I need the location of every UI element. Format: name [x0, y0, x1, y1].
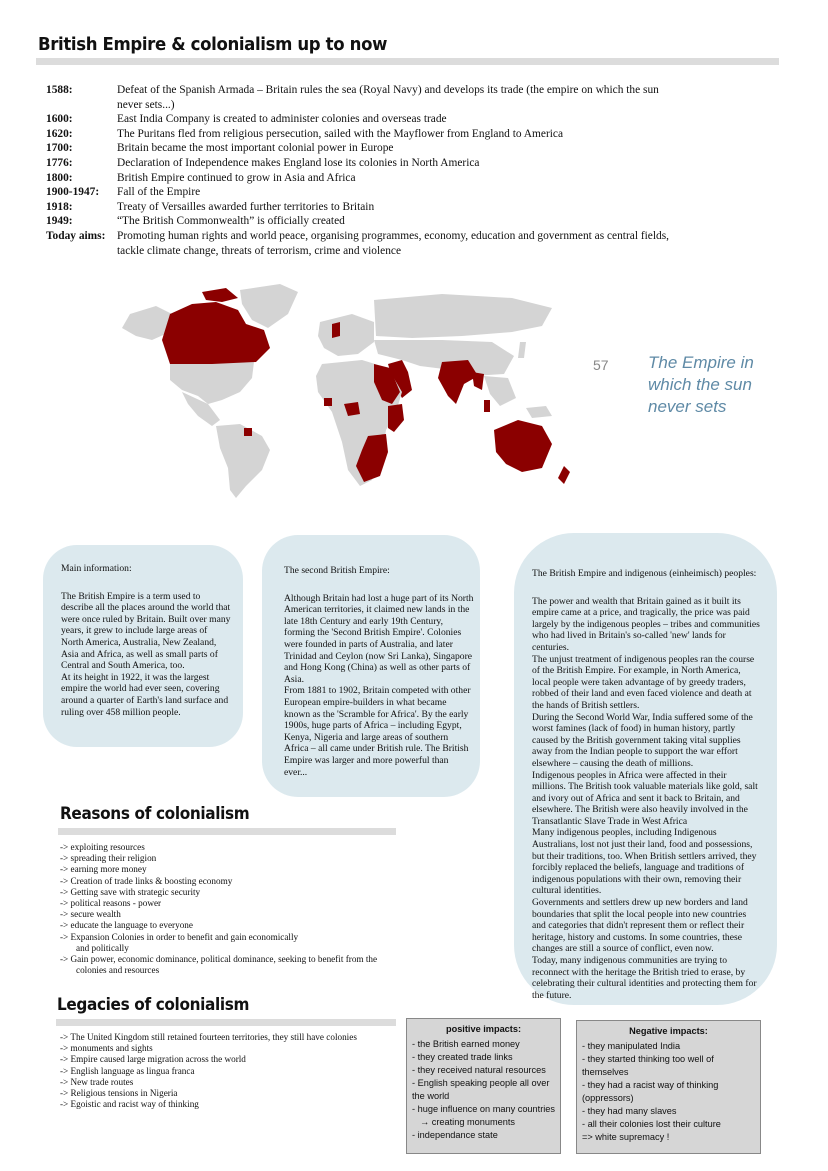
map-empire-malaya — [484, 400, 490, 412]
map-land-usa — [170, 362, 254, 404]
timeline-text: “The British Commonwealth” is officially created — [117, 215, 345, 228]
timeline-year: 1700: — [46, 142, 73, 155]
main-info-body-2: At its height in 1922, it was the largest empire the world had ever seen, covering around a quarter of Earth's land surface and ruling over 458 million people. — [61, 671, 229, 718]
list-item: -> Getting save with strategic security — [60, 886, 201, 897]
timeline-year: 1588: — [46, 84, 73, 96]
list-item: -> political reasons - power — [60, 898, 162, 909]
map-land-europe — [318, 314, 374, 356]
map-land-south-america — [216, 424, 270, 498]
negative-impacts-heading: Negative impacts: — [629, 1026, 708, 1036]
map-land-greenland — [240, 284, 298, 328]
timeline-text: Defeat of the Spanish Armada – Britain rules the sea (Royal Navy) and develops its trade (the empire on which the sun never sets...) — [117, 84, 659, 111]
page-number: 57 — [593, 357, 609, 373]
map-empire-britain — [332, 322, 340, 338]
page-title: British Empire & colonialism up to now — [38, 34, 388, 55]
indigenous-paragraph: The unjust treatment of indigenous peoples ran the course of the British Empire. For example, in North America, local people were taken advantage of by greedy traders, robbed of their land and even faced violence and death at the hands of British settlers. — [532, 653, 755, 711]
list-item: => white supremacy ! — [582, 1132, 670, 1142]
timeline-row — [46, 214, 686, 229]
map-empire-canada-islands — [202, 288, 238, 302]
map-empire-australia — [494, 420, 552, 472]
indigenous-paragraph: The power and wealth that Britain gained as it built its empire came at a price, and tragically, the price was paid largely by the indigenous peoples – tribes and communities who had lived in Britain's so-called 'new' lands for centuries. — [532, 595, 760, 653]
timeline-year: 1800: — [46, 171, 73, 184]
world-map — [112, 280, 572, 500]
second-empire-bubble — [262, 535, 480, 797]
list-item: themselves — [582, 1067, 629, 1077]
main-info-bubble — [43, 545, 243, 747]
indigenous-paragraph: Governments and settlers drew up new borders and land boundaries that split the local people into new countries and categories that didn't represent them or reflect their heritage, history and customs. In some countries, these changes are still a source of conflict, even now. — [532, 897, 748, 955]
reasons-list — [60, 842, 410, 976]
timeline-year: Today aims: — [46, 229, 106, 242]
timeline-text: East India Company is created to administer colonies and overseas trade — [117, 113, 447, 126]
indigenous-paragraph: Indigenous peoples in Africa were affected in their millions. The British took valuable materials like gold, salt and ivory out of Africa and sent it back to Britain, and elsewhere. The British were also heavily involved in the Transatlantic Slave Trade in West Africa — [532, 769, 758, 827]
list-item: - they created trade links — [412, 1052, 513, 1062]
indigenous-paragraph: Many indigenous peoples, including Indigenous Australians, lost not just their land, food and possessions, but their traditions, too. When British settlers arrived, they forcibly replaced the beliefs, language and traditions of indigenous populations with their own, removing their cultural identities. — [532, 827, 757, 897]
list-item: -> exploiting resources — [60, 842, 145, 852]
timeline-row — [46, 127, 686, 142]
timeline-year: 1949: — [46, 215, 73, 228]
list-item: -> Empire caused large migration across the world — [60, 1054, 246, 1065]
list-item: -> secure wealth — [60, 909, 121, 920]
timeline-row — [46, 171, 686, 186]
list-item: - huge influence on many countries — [412, 1104, 556, 1114]
map-empire-east-africa — [388, 404, 404, 432]
list-item: -> Expansion Colonies in order to benefit and gain economically — [60, 931, 299, 942]
list-item: -> earning more money — [60, 864, 147, 875]
list-item: the world — [412, 1091, 450, 1101]
timeline-row — [46, 185, 686, 200]
list-item: - all their colonies lost their culture — [582, 1119, 721, 1129]
timeline-text: Fall of the Empire — [117, 186, 201, 199]
map-empire-india — [438, 360, 478, 404]
timeline-year: 1900-1947: — [46, 186, 100, 199]
list-item: - they received natural resources — [412, 1065, 546, 1075]
list-item: -> English language as lingua franca — [60, 1065, 195, 1076]
list-item: -> Gain power, economic dominance, political dominance, seeking to benefit from the — [60, 954, 378, 965]
map-empire-new-zealand — [558, 466, 570, 484]
timeline-text: Promoting human rights and world peace, organising programmes, economy, education and government as central fields, tackle climate change, threats of terrorism, crime and violence — [117, 229, 669, 257]
legacies-underline — [56, 1019, 396, 1026]
indigenous-bubble — [514, 533, 777, 1005]
indigenous-paragraph: During the Second World War, India suffered some of the worst famines (lack of food) in human history, partly caused by the British government taking vital supplies away from the Indian people to support the war effort elsewhere – causing the death of millions. — [532, 711, 753, 769]
timeline — [46, 83, 686, 258]
timeline-text: Declaration of Independence makes England lose its colonies in North America — [117, 156, 480, 169]
second-empire-body-2: From 1881 to 1902, Britain competed with other European empire-builders in what became known as the 'Scramble for Africa'. By the early 1900s, huge parts of Africa – including Egypt, Kenya, Nigeria and large areas of southern Africa – all came under British rule. The British Empire was larger and more powerful than ever... — [284, 685, 471, 778]
timeline-row — [46, 229, 686, 258]
timeline-row — [46, 112, 686, 127]
map-caption: The Empire in which the sun never sets — [648, 353, 754, 416]
title-underline — [36, 58, 779, 65]
list-item: - they had many slaves — [582, 1106, 677, 1116]
list-item: -> The United Kingdom still retained fourteen territories, they still have colonies — [60, 1032, 357, 1042]
list-item: - they had a racist way of thinking — [582, 1080, 719, 1090]
second-empire-heading: The second British Empire: — [284, 565, 390, 576]
list-item: - English speaking people all over — [412, 1078, 550, 1088]
negative-impacts-box — [576, 1020, 761, 1154]
timeline-year: 1776: — [46, 156, 73, 169]
map-empire-west-africa — [324, 398, 332, 406]
timeline-text: Treaty of Versailles awarded further territories to Britain — [117, 200, 375, 213]
timeline-year: 1918: — [46, 200, 73, 213]
timeline-text: Britain became the most important colonial power in Europe — [117, 142, 394, 155]
timeline-row — [46, 83, 686, 112]
timeline-row — [46, 141, 686, 156]
list-item: -> monuments and sights — [60, 1043, 153, 1054]
map-empire-burma — [472, 372, 484, 390]
world-map-svg — [112, 280, 572, 500]
positive-impacts-heading: positive impacts: — [445, 1024, 522, 1034]
list-item: → creating monuments — [420, 1117, 515, 1127]
map-land-new-guinea — [526, 406, 552, 418]
indigenous-heading: The British Empire and indigenous (einheimisch) peoples: — [532, 568, 757, 579]
list-item: -> Creation of trade links & boosting economy — [60, 875, 233, 886]
list-item: and politically — [76, 942, 129, 953]
main-info-body: The British Empire is a term used to describe all the places around the world that were once ruled by Britain. Built over many years, it grew to include large areas of North America, Australia, New Zealand, Asia and Africa, as well as small parts of Central and South America, too. — [61, 590, 231, 672]
timeline-year: 1620: — [46, 127, 73, 140]
map-land-russia — [374, 294, 552, 338]
list-item: colonies and resources — [76, 965, 160, 976]
timeline-row — [46, 200, 686, 215]
list-item: - they started thinking too well of — [582, 1054, 714, 1064]
list-item: -> spreading their religion — [60, 853, 157, 864]
map-land-japan — [518, 342, 526, 358]
reasons-title: Reasons of colonialism — [60, 804, 250, 824]
list-item: -> New trade routes — [60, 1076, 134, 1087]
list-item: -> Egoistic and racist way of thinking — [60, 1099, 199, 1110]
list-item: -> Religious tensions in Nigeria — [60, 1088, 178, 1099]
legacies-title: Legacies of colonialism — [57, 995, 250, 1015]
timeline-year: 1600: — [46, 113, 73, 126]
list-item: - independance state — [412, 1130, 498, 1140]
list-item: - they manipulated India — [582, 1041, 681, 1051]
second-empire-body: Although Britain had lost a huge part of its North American territories, it claimed new lands in the late 18th Century and early 19th Century, forming the 'Second British Empire'. Colonies were founded in parts of Australia, and later Trinidad and Ceylon (now Sri Lanka), Singapore and Hong Kong (China) as well as other parts of Asia. — [284, 592, 474, 685]
main-info-heading: Main information: — [61, 563, 132, 574]
timeline-text: British Empire continued to grow in Asia and Africa — [117, 171, 356, 184]
positive-impacts-box — [406, 1018, 561, 1154]
legacies-list — [60, 1032, 400, 1110]
timeline-text: The Puritans fled from religious persecution, sailed with the Mayflower from England to America — [117, 127, 564, 140]
list-item: - the British earned money — [412, 1039, 520, 1049]
indigenous-paragraph: Today, many indigenous communities are trying to reconnect with the heritage the British tried to erase, by celebrating their cultural identities and protecting them for the future. — [532, 955, 757, 1001]
reasons-underline — [58, 828, 396, 835]
list-item: (oppressors) — [582, 1093, 634, 1103]
list-item: -> educate the language to everyone — [60, 920, 193, 931]
timeline-row — [46, 156, 686, 171]
map-empire-guiana — [244, 428, 252, 436]
